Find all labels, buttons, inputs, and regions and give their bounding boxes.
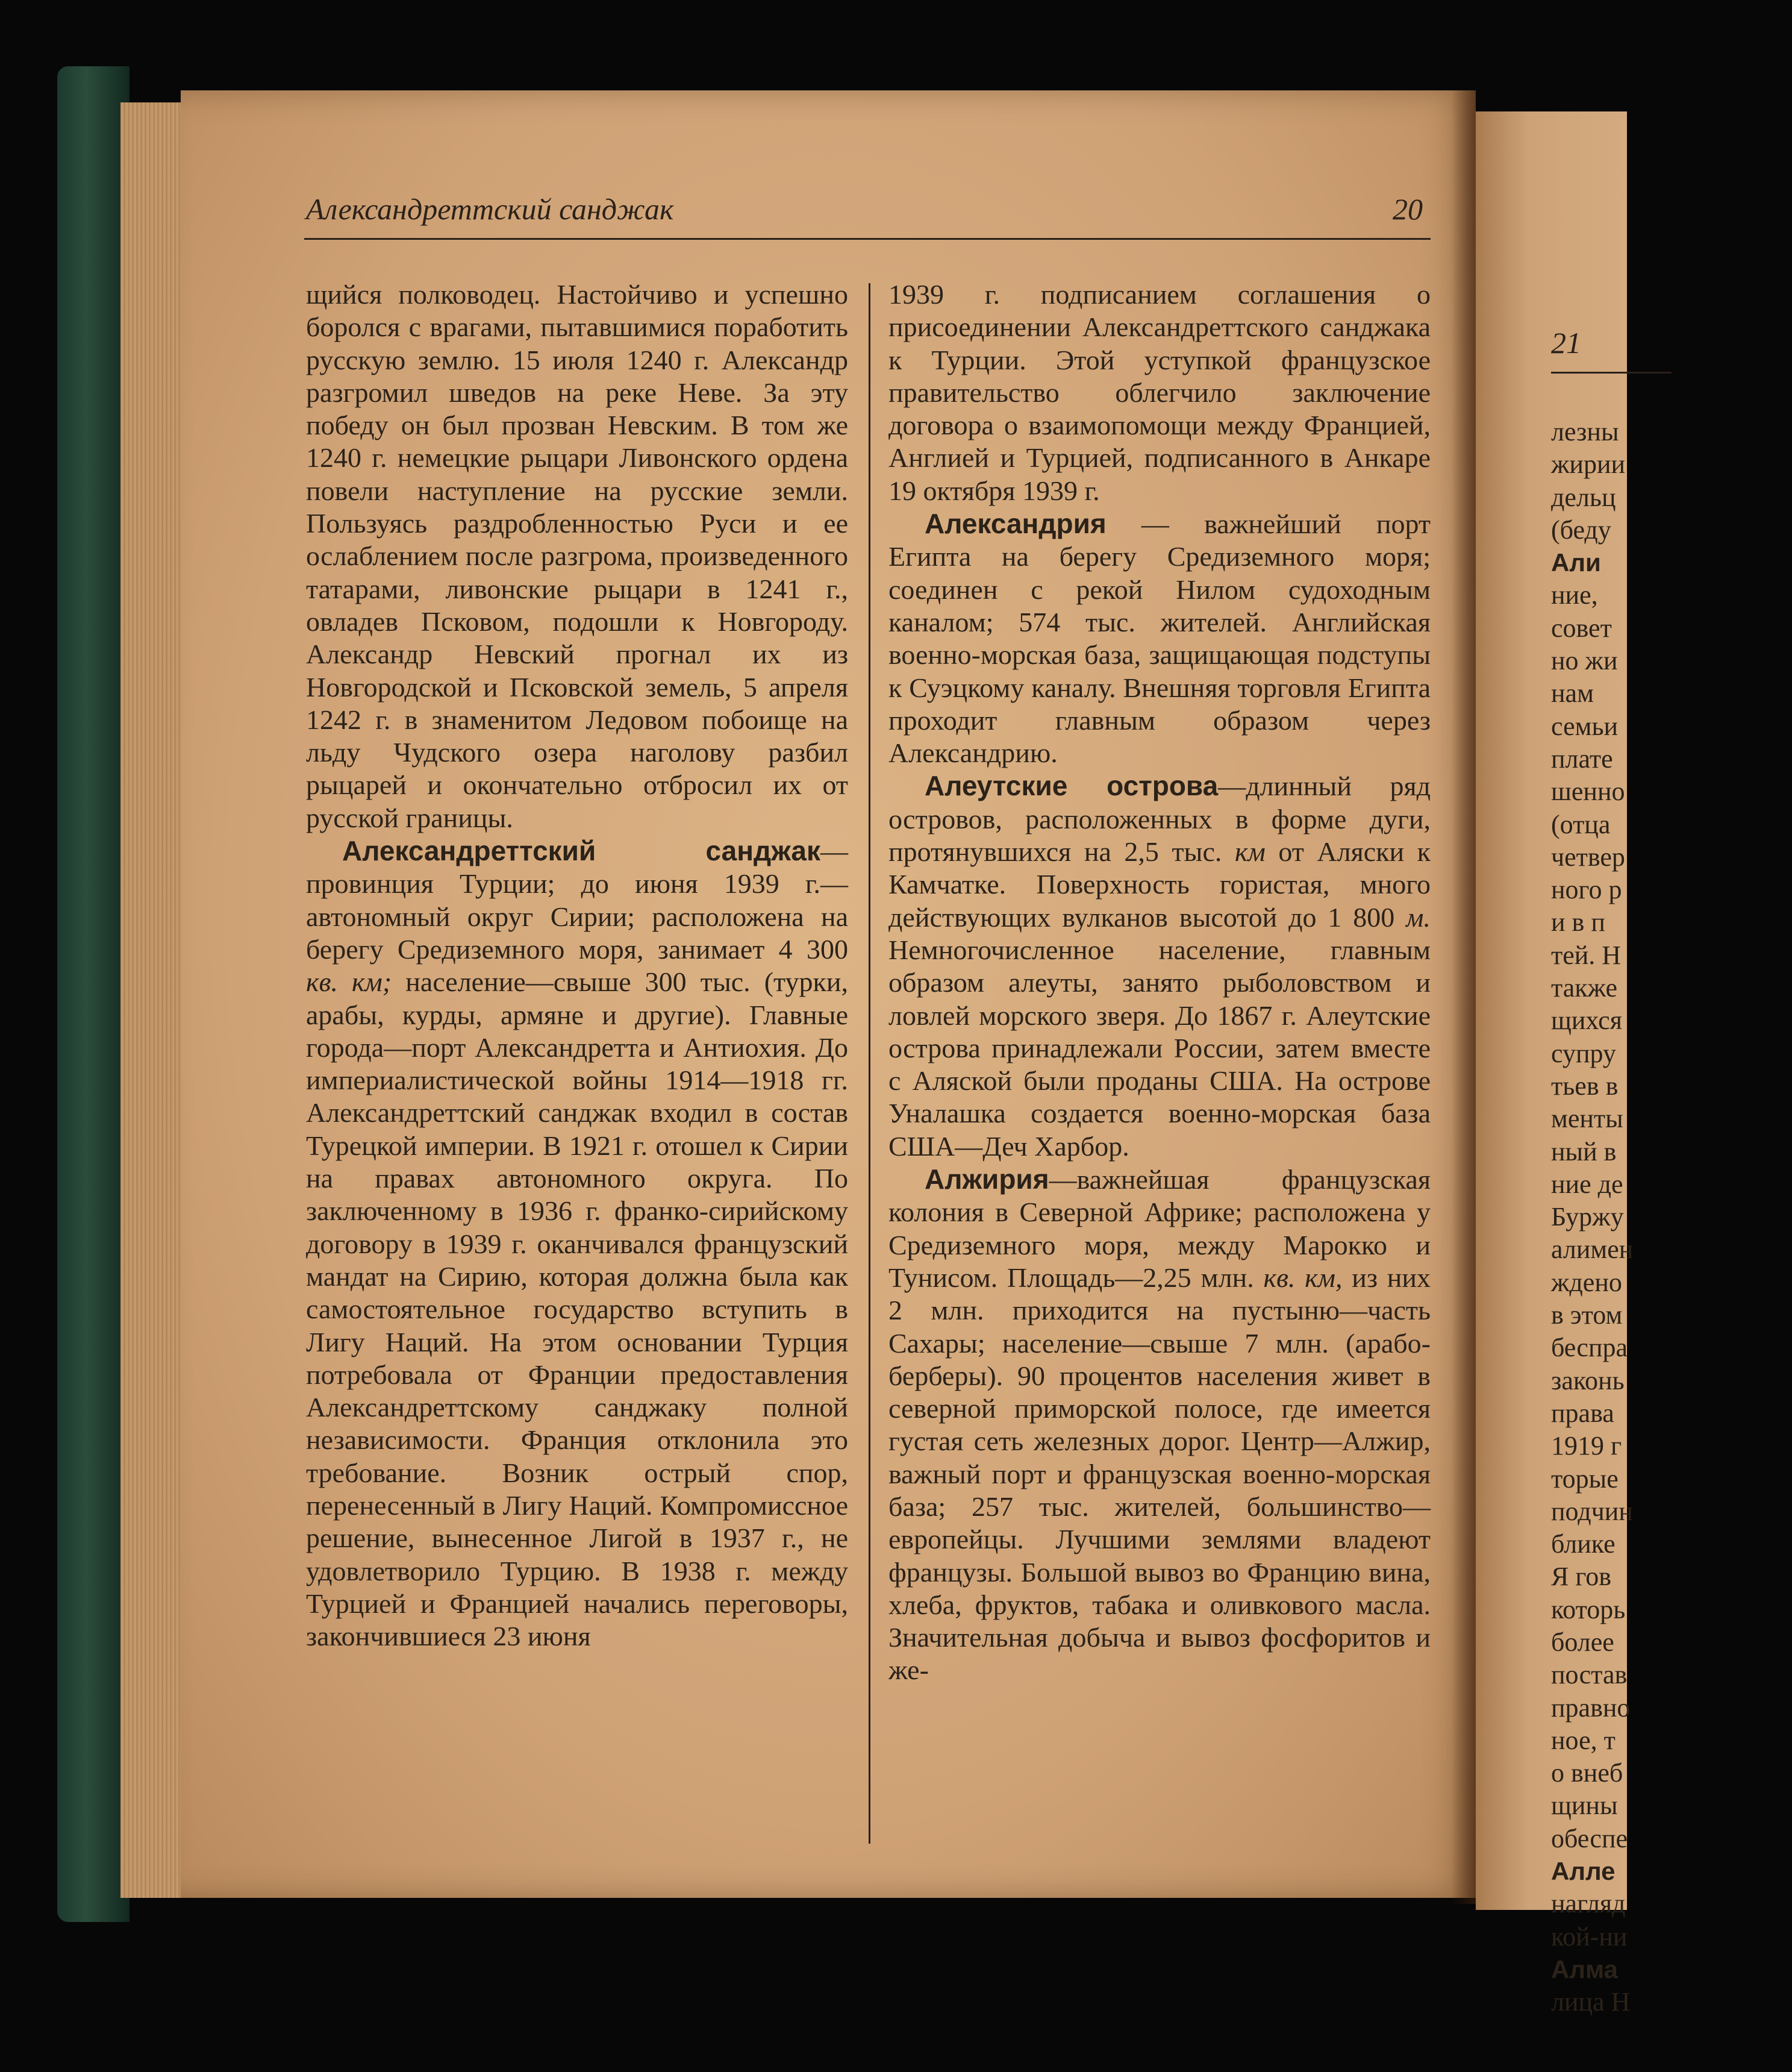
page-gutter (1452, 90, 1476, 1904)
text-line: менты (1551, 1104, 1623, 1134)
text-line: также (1551, 973, 1618, 1003)
entry-headword: Александреттский санджак (342, 835, 820, 867)
text-line: права (1551, 1398, 1614, 1428)
entry-headword: Алжирия (925, 1163, 1049, 1195)
entry-text: от Аляски к Камчатке. Поверхность гористая, много действующих вулканов высотой до 1 800 (888, 836, 1431, 933)
text-line: о внеб (1551, 1758, 1623, 1788)
entry-unit-text: кв. км, (1263, 1262, 1343, 1293)
text-line: нагляд (1551, 1889, 1626, 1919)
text-line: правно (1551, 1692, 1631, 1723)
entry-text: —важнейшая французская колония в Северной Африке; расположена у Средиземного моря, между Марокко и Тунисом. Площадь—2,25 млн. (888, 1164, 1431, 1293)
right-column (888, 278, 1431, 1687)
right-page-text (1551, 416, 1792, 2019)
text-line: и в п (1551, 907, 1605, 937)
text-line: семьи (1551, 711, 1619, 741)
text-line: супру (1551, 1038, 1616, 1068)
continuation-paragraph: щийся полководец. Настойчиво и успешно боролся с врагами, пытавшимися поработить русскую землю. 15 июля 1240 г. Александр разгромил шведов на реке Неве. За эту победу он был прозван Невским. В том же 1240 г. немецкие рыцари Ливонского ордена повели наступление на русские земли. Пользуясь раздробленностью Руси и ее ослаблением после разгрома, произведенного татарами, ливонские рыцари в 1241 г., овладев Псковом, подошли к Новгороду. Александр Невский прогнал их из Новгородской и Псковской земель, 5 апреля 1242 г. в знаменитом Ледовом побоище на льду Чудского озера наголову разбил рыцарей и окончательно отбросил их от русской границы. (306, 279, 848, 833)
right-page (1476, 111, 1634, 2017)
text-line: обеспе (1551, 1823, 1628, 1853)
entries-container (888, 507, 1431, 1687)
text-line: законь (1551, 1365, 1625, 1395)
text-line: ное, т (1551, 1725, 1616, 1755)
entry-paragraph (306, 834, 848, 1653)
text-line: ние, (1551, 580, 1598, 610)
text-line: четвер (1551, 842, 1625, 872)
text-line: (отца (1551, 809, 1611, 839)
text-line: ного р (1551, 875, 1622, 905)
entry-unit-text: кв. км; (306, 966, 392, 998)
entries-container (306, 834, 848, 1653)
text-line: Я гов (1551, 1562, 1612, 1592)
text-line: кой-ни (1551, 1921, 1628, 1951)
entry-headword: Али (1551, 548, 1601, 577)
entry-text: Немногочисленное население, главным образом алеуты, занято рыболовством и ловлей морского зверя. До 1867 г. Алеутские острова принадлежали России, затем вместе с Аляской были проданы США. На острове Уналашка создается военно-морская база США—Деч Харбор. (888, 934, 1431, 1162)
entry-headword: Алма (1551, 1955, 1618, 1983)
text-line: тей. Н (1551, 940, 1622, 970)
text-line: ный в (1551, 1136, 1617, 1166)
text-line: лезны (1551, 417, 1619, 446)
text-line: в этом (1551, 1300, 1623, 1330)
text-line: торые (1551, 1463, 1619, 1494)
text-line: (беду (1551, 515, 1611, 545)
page-number: 21 (1551, 326, 1581, 360)
text-line: постав (1551, 1660, 1628, 1690)
text-line: беспра (1551, 1333, 1628, 1363)
text-line: дельц (1551, 482, 1616, 512)
column-rule (869, 283, 870, 1844)
text-line: жирии (1551, 449, 1626, 480)
entry-paragraph (888, 507, 1431, 769)
text-line: Буржу (1551, 1202, 1624, 1232)
text-line: шенно (1551, 777, 1625, 807)
text-line: 1919 г (1551, 1431, 1622, 1461)
entry-unit-text: км (1234, 836, 1266, 868)
text-line: ние де (1551, 1169, 1623, 1199)
text-line: более (1551, 1627, 1614, 1657)
text-line: плате (1551, 743, 1613, 774)
text-line: нам (1551, 678, 1594, 709)
page-number: 20 (1393, 192, 1423, 226)
continuation-paragraph: 1939 г. подписанием соглашения о присоединении Александреттского санджака к Турции. Этой уступкой французское правительство облегчило заключение договора о взаимопомощи между Францией, Англией и Турцией, подписанного в Анкаре 19 октября 1939 г. (888, 279, 1431, 506)
text-line: щины (1551, 1791, 1618, 1821)
header-rule (304, 238, 1431, 240)
text-line: но жи (1551, 646, 1618, 676)
text-line: которь (1551, 1594, 1626, 1624)
entry-text: из них 2 млн. приходится на пустыню—часть Сахары; население—свыше 7 млн. (арабо-берберы). 90 процентов населения живет в северной приморской полосе, где имеется густая сеть железных дорог. Центр—Алжир, важный порт и французская военно-морская база; 257 тыс. жителей, большинство—европейцы. Лучшими землями владеют французы. Большой вывоз во Францию вина, хлеба, фруктов, табака и оливкового масла. Значительная добыча и вывоз фосфоритов и же- (888, 1262, 1431, 1686)
text-line: блике (1551, 1529, 1616, 1559)
entry-text: население—свыше 300 тыс. (турки, арабы, курды, армяне и другие). Главные города—порт Александретта и Антиохия. До империалистической войны 1914—1918 гг. Александреттский санджак входил в состав Турецкой империи. В 1921 г. отошел к Сирии на правах автономного округа. По заключенному в 1936 г. франко-сирийскому договору в 1939 г. оканчивался французский мандат на Сирию, которая должна была как самостоятельное государство вступить в Лигу Наций. На этом основании Турция потребовала от Франции предоставления Александреттскому санджаку полной независимости. Франция отклонила это требование. Возник острый спор, перенесенный в Лигу Наций. Компромиссное решение, вынесенное Лигой в 1937 г., не удовлетворило Турцию. В 1938 г. между Турцией и Францией начались переговоры, закончившиеся 23 июня (306, 966, 848, 1652)
entry-headword: Александрия (925, 508, 1107, 540)
header-rule (1551, 372, 1672, 374)
book-spine (57, 66, 130, 1922)
entry-unit-text: м. (1406, 901, 1431, 933)
entry-paragraph (888, 1163, 1431, 1687)
entry-text: —длинный ряд островов, расположенных в форме дуги, протянувшихся на 2,5 тыс. (888, 771, 1431, 868)
text-line: лица Н (1551, 1987, 1631, 2017)
text-line: совет (1551, 613, 1612, 643)
text-line: алимен (1551, 1235, 1634, 1265)
entry-text: — важнейший порт Египта на берегу Средиземного моря; соединен с рекой Нилом судоходным каналом; 574 тыс. жителей. Английская военно-морская база, защищающая подступы к Суэцкому каналу. Внешняя торговля Египта проходит главным образом через Александрию. (888, 509, 1431, 769)
text-line: щихся (1551, 1006, 1622, 1036)
running-head: Александреттский санджак (306, 192, 674, 226)
entry-text: —провинция Турции; до июня 1939 г.—автономный округ Сирии; расположена на берегу Средиземного моря, занимает 4 300 (306, 836, 848, 965)
text-line: ждено (1551, 1267, 1622, 1297)
text-line: тьев в (1551, 1071, 1619, 1101)
left-column (306, 278, 848, 1653)
text-line: подчин (1551, 1496, 1633, 1526)
entry-headword: Алеутские острова (925, 770, 1219, 802)
entry-headword: Алле (1551, 1857, 1616, 1886)
entry-paragraph (888, 769, 1431, 1163)
